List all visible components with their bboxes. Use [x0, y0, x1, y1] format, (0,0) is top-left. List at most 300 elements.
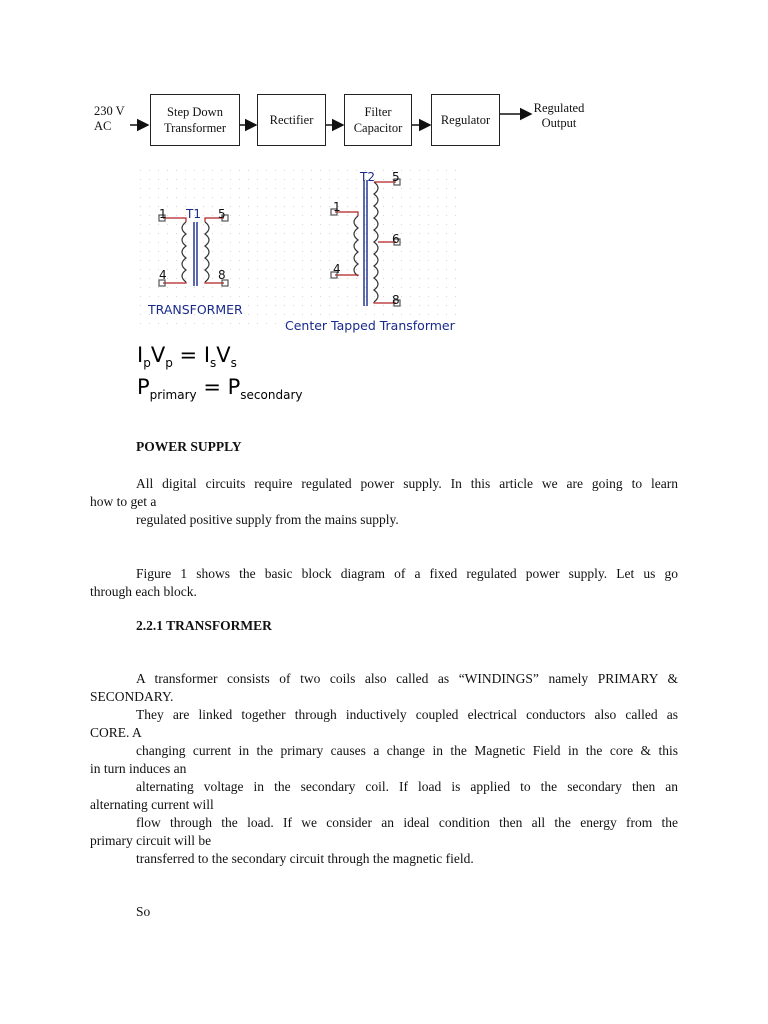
grid-dot	[230, 296, 231, 297]
grid-dot	[149, 215, 150, 216]
grid-dot	[455, 224, 456, 225]
grid-dot	[392, 314, 393, 315]
grid-dot	[266, 224, 267, 225]
grid-dot	[230, 287, 231, 288]
grid-dot	[320, 179, 321, 180]
paragraph-intro	[90, 475, 678, 529]
grid-dot	[284, 251, 285, 252]
grid-dot	[311, 215, 312, 216]
grid-dot	[275, 224, 276, 225]
grid-dot	[437, 287, 438, 288]
grid-dot	[329, 314, 330, 315]
grid-dot	[248, 233, 249, 234]
grid-dot	[437, 188, 438, 189]
grid-dot	[284, 242, 285, 243]
grid-dot	[365, 197, 366, 198]
block-label: Regulator	[440, 113, 491, 127]
grid-dot	[293, 233, 294, 234]
grid-dot	[338, 251, 339, 252]
grid-dot	[158, 242, 159, 243]
grid-dot	[176, 215, 177, 216]
eq-subscript: s	[230, 356, 237, 371]
grid-dot	[284, 305, 285, 306]
grid-dot	[203, 215, 204, 216]
grid-dot	[302, 170, 303, 171]
grid-dot	[356, 215, 357, 216]
grid-dot	[383, 269, 384, 270]
grid-dot	[203, 251, 204, 252]
grid-dot	[356, 287, 357, 288]
grid-dot	[239, 278, 240, 279]
output-label	[533, 101, 585, 131]
grid-dot	[257, 269, 258, 270]
grid-dot	[455, 215, 456, 216]
grid-dot	[446, 233, 447, 234]
grid-dot	[347, 197, 348, 198]
grid-dot	[140, 260, 141, 261]
grid-dot	[329, 179, 330, 180]
grid-dot	[275, 251, 276, 252]
grid-dot	[239, 215, 240, 216]
eq-symbol: V	[216, 343, 231, 367]
grid-dot	[239, 323, 240, 324]
grid-dot	[194, 197, 195, 198]
grid-dot	[176, 269, 177, 270]
grid-dot	[392, 269, 393, 270]
grid-dot	[320, 305, 321, 306]
grid-dot	[374, 215, 375, 216]
grid-dot	[356, 314, 357, 315]
grid-dot	[293, 224, 294, 225]
grid-dot	[383, 296, 384, 297]
grid-dot	[266, 323, 267, 324]
grid-dot	[176, 278, 177, 279]
grid-dot	[365, 269, 366, 270]
grid-dot	[284, 170, 285, 171]
grid-dot	[230, 323, 231, 324]
grid-dot	[212, 233, 213, 234]
grid-dot	[176, 296, 177, 297]
grid-dot	[275, 170, 276, 171]
grid-dot	[302, 206, 303, 207]
grid-dot	[275, 269, 276, 270]
grid-dot	[239, 260, 240, 261]
grid-dot	[176, 170, 177, 171]
grid-dot	[293, 251, 294, 252]
grid-dot	[365, 278, 366, 279]
grid-dot	[446, 251, 447, 252]
grid-dot	[338, 305, 339, 306]
grid-dot	[167, 242, 168, 243]
grid-dot	[158, 233, 159, 234]
grid-dot	[392, 278, 393, 279]
block-label: Filter	[364, 105, 392, 119]
grid-dot	[374, 305, 375, 306]
grid-dot	[374, 314, 375, 315]
grid-dot	[392, 251, 393, 252]
grid-dot	[320, 287, 321, 288]
grid-dot	[293, 260, 294, 261]
grid-dot	[347, 314, 348, 315]
grid-dot	[275, 215, 276, 216]
grid-dot	[167, 179, 168, 180]
grid-dot	[446, 224, 447, 225]
grid-dot	[410, 233, 411, 234]
grid-dot	[266, 206, 267, 207]
grid-dot	[149, 287, 150, 288]
grid-dot	[419, 206, 420, 207]
grid-dot	[275, 305, 276, 306]
grid-dot	[311, 251, 312, 252]
grid-dot	[446, 179, 447, 180]
grid-dot	[392, 188, 393, 189]
grid-dot	[410, 296, 411, 297]
grid-dot	[410, 170, 411, 171]
paragraph-figure	[90, 565, 678, 601]
grid-dot	[176, 242, 177, 243]
grid-dot	[329, 251, 330, 252]
grid-dot	[302, 179, 303, 180]
grid-dot	[284, 215, 285, 216]
grid-dot	[401, 296, 402, 297]
grid-dot	[446, 305, 447, 306]
grid-dot	[401, 314, 402, 315]
grid-dot	[239, 242, 240, 243]
grid-dot	[284, 296, 285, 297]
grid-dot	[140, 206, 141, 207]
grid-dot	[320, 269, 321, 270]
grid-dot	[212, 323, 213, 324]
grid-dot	[257, 179, 258, 180]
grid-dot	[284, 179, 285, 180]
grid-dot	[401, 305, 402, 306]
grid-dot	[329, 287, 330, 288]
grid-dot	[392, 224, 393, 225]
grid-dot	[338, 224, 339, 225]
grid-dot	[284, 260, 285, 261]
grid-dot	[419, 287, 420, 288]
grid-dot	[230, 206, 231, 207]
grid-dot	[293, 287, 294, 288]
grid-dot	[203, 278, 204, 279]
grid-dot	[203, 296, 204, 297]
grid-dot	[320, 215, 321, 216]
grid-dot	[455, 296, 456, 297]
grid-dot	[239, 233, 240, 234]
grid-dot	[419, 242, 420, 243]
grid-dot	[437, 170, 438, 171]
grid-dot	[203, 242, 204, 243]
grid-dot	[212, 260, 213, 261]
grid-dot	[203, 206, 204, 207]
grid-dot	[257, 287, 258, 288]
grid-dot	[266, 188, 267, 189]
t1-wire	[163, 282, 186, 283]
grid-dot	[446, 170, 447, 171]
grid-dot	[239, 179, 240, 180]
grid-dot	[167, 188, 168, 189]
grid-dot	[437, 296, 438, 297]
grid-dot	[311, 296, 312, 297]
t2-pin-label: 4	[333, 262, 341, 276]
grid-dot	[248, 251, 249, 252]
grid-dot	[428, 179, 429, 180]
grid-dot	[302, 314, 303, 315]
grid-dot	[167, 233, 168, 234]
grid-dot	[320, 251, 321, 252]
grid-dot	[185, 323, 186, 324]
schematic-grid	[140, 170, 456, 324]
block-label: Capacitor	[353, 121, 403, 135]
grid-dot	[284, 188, 285, 189]
grid-dot	[275, 314, 276, 315]
grid-dot	[140, 170, 141, 171]
grid-dot	[455, 179, 456, 180]
grid-dot	[338, 188, 339, 189]
grid-dot	[365, 215, 366, 216]
grid-dot	[176, 179, 177, 180]
grid-dot	[410, 269, 411, 270]
grid-dot	[149, 233, 150, 234]
grid-dot	[311, 287, 312, 288]
grid-dot	[311, 206, 312, 207]
grid-dot	[266, 170, 267, 171]
grid-dot	[212, 251, 213, 252]
grid-dot	[401, 197, 402, 198]
grid-dot	[437, 179, 438, 180]
grid-dot	[329, 170, 330, 171]
grid-dot	[257, 296, 258, 297]
eq-subscript: p	[165, 356, 173, 371]
grid-dot	[329, 233, 330, 234]
grid-dot	[266, 215, 267, 216]
grid-dot	[266, 197, 267, 198]
grid-dot	[284, 206, 285, 207]
grid-dot	[140, 296, 141, 297]
grid-dot	[194, 179, 195, 180]
grid-dot	[419, 188, 420, 189]
grid-dot	[410, 287, 411, 288]
output-label-line1: Regulated	[533, 101, 585, 115]
input-label-line1: 230 V	[94, 104, 125, 118]
paragraph-line: regulated positive supply from the mains supply.	[136, 512, 399, 527]
grid-dot	[356, 305, 357, 306]
grid-dot	[203, 233, 204, 234]
grid-dot	[329, 197, 330, 198]
grid-dot	[203, 269, 204, 270]
paragraph-line: alternating voltage in the secondary coil. If load is applied to the secondary then an	[136, 779, 678, 794]
grid-dot	[455, 323, 456, 324]
grid-dot	[257, 224, 258, 225]
grid-dot	[446, 206, 447, 207]
grid-dot	[176, 233, 177, 234]
grid-dot	[410, 206, 411, 207]
grid-dot	[221, 287, 222, 288]
grid-dot	[365, 260, 366, 261]
grid-dot	[203, 287, 204, 288]
grid-dot	[455, 314, 456, 315]
grid-dot	[365, 233, 366, 234]
grid-dot	[230, 224, 231, 225]
grid-dot	[149, 179, 150, 180]
grid-dot	[365, 305, 366, 306]
grid-dot	[347, 206, 348, 207]
grid-dot	[455, 197, 456, 198]
grid-dot	[221, 323, 222, 324]
paragraph-line: CORE. A	[90, 725, 142, 740]
grid-dot	[158, 296, 159, 297]
grid-dot	[203, 188, 204, 189]
grid-dot	[167, 269, 168, 270]
grid-dot	[338, 287, 339, 288]
grid-dot	[383, 233, 384, 234]
grid-dot	[320, 197, 321, 198]
grid-dot	[347, 260, 348, 261]
grid-dot	[266, 233, 267, 234]
grid-dot	[446, 215, 447, 216]
paragraph-line: alternating current will	[90, 797, 214, 812]
grid-dot	[365, 206, 366, 207]
t1-secondary-coil	[205, 222, 209, 282]
grid-dot	[149, 323, 150, 324]
grid-dot	[356, 233, 357, 234]
grid-dot	[428, 215, 429, 216]
paragraph-transformer	[90, 670, 678, 868]
grid-dot	[347, 296, 348, 297]
grid-dot	[140, 287, 141, 288]
grid-dot	[257, 260, 258, 261]
block-regulator	[431, 94, 500, 146]
grid-dot	[266, 287, 267, 288]
grid-dot	[239, 170, 240, 171]
grid-dot	[410, 251, 411, 252]
t1-pin-label: 4	[159, 268, 167, 282]
grid-dot	[194, 287, 195, 288]
grid-dot	[383, 179, 384, 180]
grid-dot	[401, 170, 402, 171]
grid-dot	[140, 314, 141, 315]
grid-dot	[185, 170, 186, 171]
grid-dot	[374, 188, 375, 189]
block-filter-capacitor	[344, 94, 412, 146]
grid-dot	[203, 224, 204, 225]
grid-dot	[221, 170, 222, 171]
grid-dot	[419, 179, 420, 180]
grid-dot	[356, 269, 357, 270]
grid-dot	[275, 233, 276, 234]
grid-dot	[419, 260, 420, 261]
grid-dot	[356, 197, 357, 198]
grid-dot	[212, 278, 213, 279]
grid-dot	[293, 188, 294, 189]
grid-dot	[284, 287, 285, 288]
grid-dot	[266, 251, 267, 252]
grid-dot	[356, 206, 357, 207]
grid-dot	[428, 296, 429, 297]
grid-dot	[248, 287, 249, 288]
paragraph-line: transferred to the secondary circuit through the magnetic field.	[136, 851, 474, 866]
grid-dot	[410, 188, 411, 189]
t1-label: T1	[186, 207, 201, 221]
grid-dot	[149, 260, 150, 261]
grid-dot	[320, 242, 321, 243]
grid-dot	[383, 197, 384, 198]
grid-dot	[455, 206, 456, 207]
grid-dot	[302, 296, 303, 297]
grid-dot	[428, 206, 429, 207]
grid-dot	[275, 278, 276, 279]
grid-dot	[338, 170, 339, 171]
grid-dot	[338, 179, 339, 180]
grid-dot	[167, 215, 168, 216]
t1-pin-label: 1	[159, 207, 167, 221]
grid-dot	[149, 296, 150, 297]
grid-dot	[356, 278, 357, 279]
grid-dot	[428, 233, 429, 234]
grid-dot	[203, 260, 204, 261]
grid-dot	[194, 188, 195, 189]
grid-dot	[212, 287, 213, 288]
grid-dot	[419, 233, 420, 234]
grid-dot	[248, 170, 249, 171]
t2-label: T2	[360, 170, 375, 184]
paragraph-line: A transformer consists of two coils also called as “WINDINGS” namely PRIMARY &	[136, 671, 678, 686]
grid-dot	[275, 197, 276, 198]
grid-dot	[185, 224, 186, 225]
grid-dot	[311, 233, 312, 234]
grid-dot	[257, 251, 258, 252]
grid-dot	[230, 170, 231, 171]
grid-dot	[140, 233, 141, 234]
eq-symbol: P	[137, 375, 150, 399]
grid-dot	[176, 323, 177, 324]
grid-dot	[293, 314, 294, 315]
grid-dot	[176, 224, 177, 225]
grid-dot	[167, 224, 168, 225]
grid-dot	[428, 188, 429, 189]
grid-dot	[338, 260, 339, 261]
grid-dot	[212, 242, 213, 243]
grid-dot	[320, 206, 321, 207]
grid-dot	[329, 296, 330, 297]
grid-dot	[320, 224, 321, 225]
t1-pin-label: 5	[218, 207, 226, 221]
block-rectifier	[257, 94, 326, 146]
grid-dot	[257, 242, 258, 243]
grid-dot	[419, 296, 420, 297]
grid-dot	[167, 296, 168, 297]
output-label-line2: Output	[541, 116, 577, 130]
grid-dot	[239, 287, 240, 288]
grid-dot	[419, 170, 420, 171]
grid-dot	[266, 305, 267, 306]
grid-dot	[248, 296, 249, 297]
grid-dot	[392, 206, 393, 207]
grid-dot	[302, 260, 303, 261]
grid-dot	[455, 278, 456, 279]
grid-dot	[365, 296, 366, 297]
grid-dot	[302, 251, 303, 252]
grid-dot	[347, 188, 348, 189]
grid-dot	[167, 251, 168, 252]
grid-dot	[437, 305, 438, 306]
paragraph-line: flow through the load. If we consider an ideal condition then all the energy from the	[136, 815, 678, 830]
eq-symbol: I	[203, 343, 211, 367]
grid-dot	[275, 323, 276, 324]
grid-dot	[221, 260, 222, 261]
grid-dot	[167, 287, 168, 288]
grid-dot	[212, 197, 213, 198]
